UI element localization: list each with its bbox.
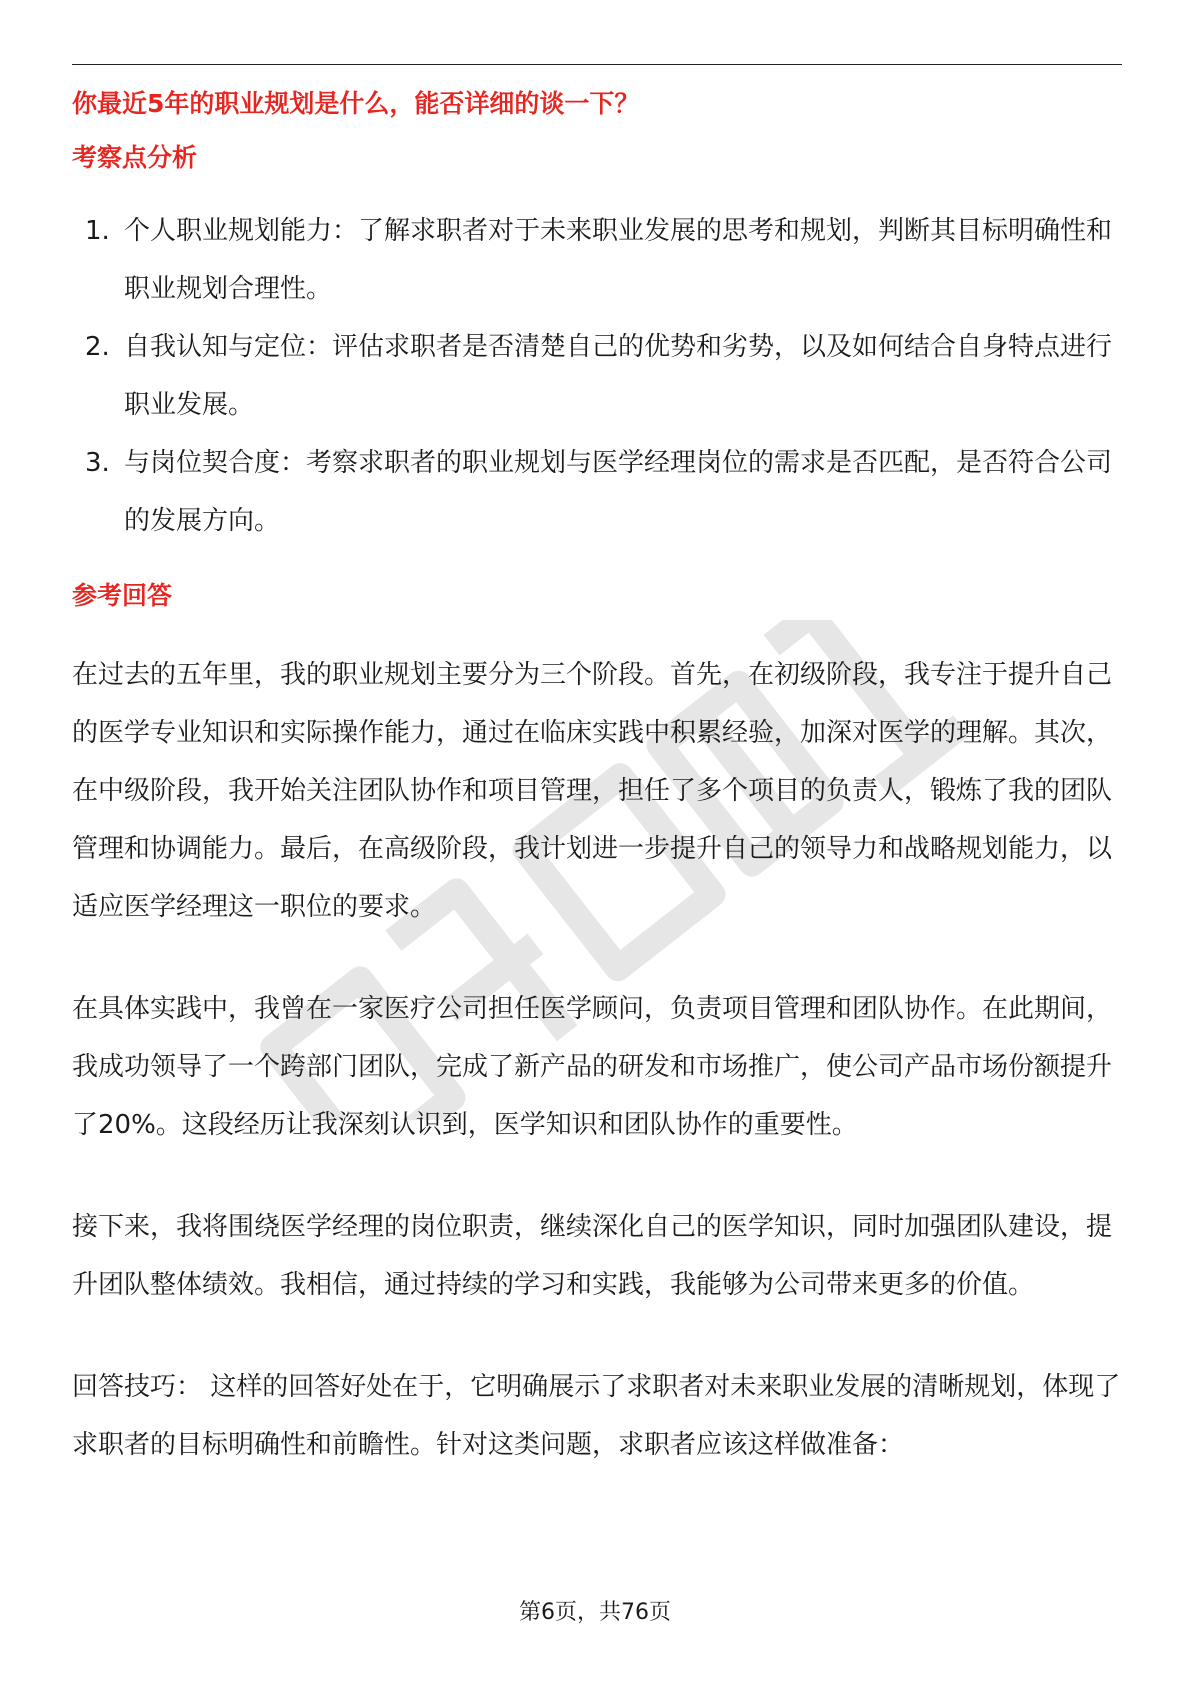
page-content — [72, 84, 1122, 1474]
interview-question: 你最近5年的职业规划是什么，能否详细的谈一下？ — [72, 89, 640, 118]
list-item — [72, 202, 1122, 318]
analysis-heading: 考察点分析 — [72, 143, 198, 172]
page-number-footer: 第6页，共76页 — [519, 1600, 671, 1625]
answer-tips-paragraph: 回答技巧： 这样的回答好处在于，它明确展示了求职者对未来职业发展的清晰规划，体现了求职者的目标明确性和前瞻性。针对这类问题，求职者应该这样做准备： — [72, 1372, 1121, 1460]
top-divider — [72, 64, 1122, 65]
list-item — [72, 318, 1122, 434]
answer-paragraph: 在过去的五年里，我的职业规划主要分为三个阶段。首先，在初级阶段，我专注于提升自己的医学专业知识和实际操作能力，通过在临床实践中积累经验，加深对医学的理解。其次，在中级阶段，我开始关注团队协作和项目管理，担任了多个项目的负责人，锻炼了我的团队管理和协调能力。最后，在高级阶段，我计划进一步提升自己的领导力和战略规划能力，以适应医学经理这一职位的要求。 — [72, 660, 1113, 922]
list-item-number: 1. — [85, 216, 110, 246]
analysis-list — [72, 202, 1122, 550]
list-item-text: 自我认知与定位：评估求职者是否清楚自己的优势和劣势，以及如何结合自身特点进行职业发展。 — [124, 332, 1113, 420]
answer-heading: 参考回答 — [72, 581, 173, 610]
answer-paragraph: 接下来，我将围绕医学经理的岗位职责，继续深化自己的医学知识，同时加强团队建设，提升团队整体绩效。我相信，通过持续的学习和实践，我能够为公司带来更多的价值。 — [72, 1212, 1113, 1300]
list-item — [72, 434, 1122, 550]
list-item-number: 2. — [85, 332, 110, 362]
list-item-text: 与岗位契合度：考察求职者的职业规划与医学经理岗位的需求是否匹配，是否符合公司的发展方向。 — [124, 448, 1113, 536]
answer-paragraph: 在具体实践中，我曾在一家医疗公司担任医学顾问，负责项目管理和团队协作。在此期间，我成功领导了一个跨部门团队，完成了新产品的研发和市场推广，使公司产品市场份额提升了20%。这段经历让我深刻认识到，医学知识和团队协作的重要性。 — [72, 994, 1113, 1140]
list-item-number: 3. — [85, 448, 110, 478]
list-item-text: 个人职业规划能力：了解求职者对于未来职业发展的思考和规划，判断其目标明确性和职业规划合理性。 — [124, 216, 1113, 304]
